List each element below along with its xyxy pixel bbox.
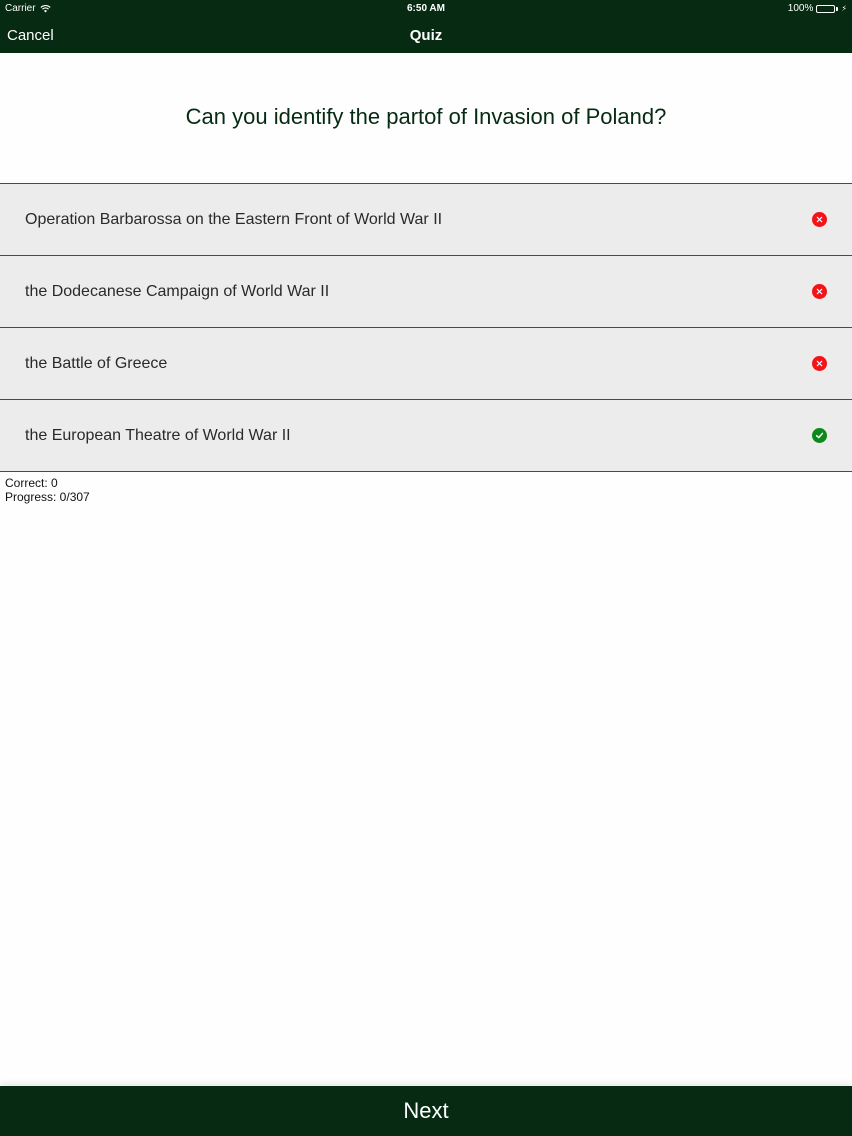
answer-option[interactable] <box>0 255 852 327</box>
status-bar <box>0 0 852 17</box>
nav-title: Quiz <box>409 27 443 44</box>
next-label: Next <box>403 1098 449 1123</box>
answer-label: Operation Barbarossa on the Eastern Front of World War II <box>25 210 443 228</box>
check-circle-icon <box>812 428 827 443</box>
quiz-stats <box>5 476 90 504</box>
answer-label: the Battle of Greece <box>25 354 168 372</box>
answer-option[interactable] <box>0 399 852 472</box>
correct-count: Correct: 0 <box>5 476 58 490</box>
battery-indicator <box>788 3 847 14</box>
top-bar <box>0 0 852 53</box>
next-button[interactable] <box>0 1086 852 1136</box>
battery-percent: 100% <box>787 3 814 14</box>
answer-option[interactable] <box>0 183 852 255</box>
answer-label: the European Theatre of World War II <box>25 426 291 444</box>
cancel-button[interactable]: Cancel <box>7 27 54 44</box>
status-time: 6:50 AM <box>407 3 445 14</box>
x-circle-icon <box>812 212 827 227</box>
nav-bar <box>0 17 852 53</box>
charging-bolt-icon: ⚡ <box>841 4 847 13</box>
answer-option[interactable] <box>0 327 852 399</box>
battery-icon <box>816 5 835 13</box>
carrier-label: Carrier <box>5 3 36 14</box>
battery-tip <box>836 7 838 11</box>
quiz-question: Can you identify the partof of Invasion of Poland? <box>185 104 667 129</box>
x-circle-icon <box>812 284 827 299</box>
answer-list <box>0 183 852 472</box>
progress-count: Progress: 0/307 <box>5 490 90 504</box>
x-circle-icon <box>812 356 827 371</box>
answer-label: the Dodecanese Campaign of World War II <box>25 282 330 300</box>
